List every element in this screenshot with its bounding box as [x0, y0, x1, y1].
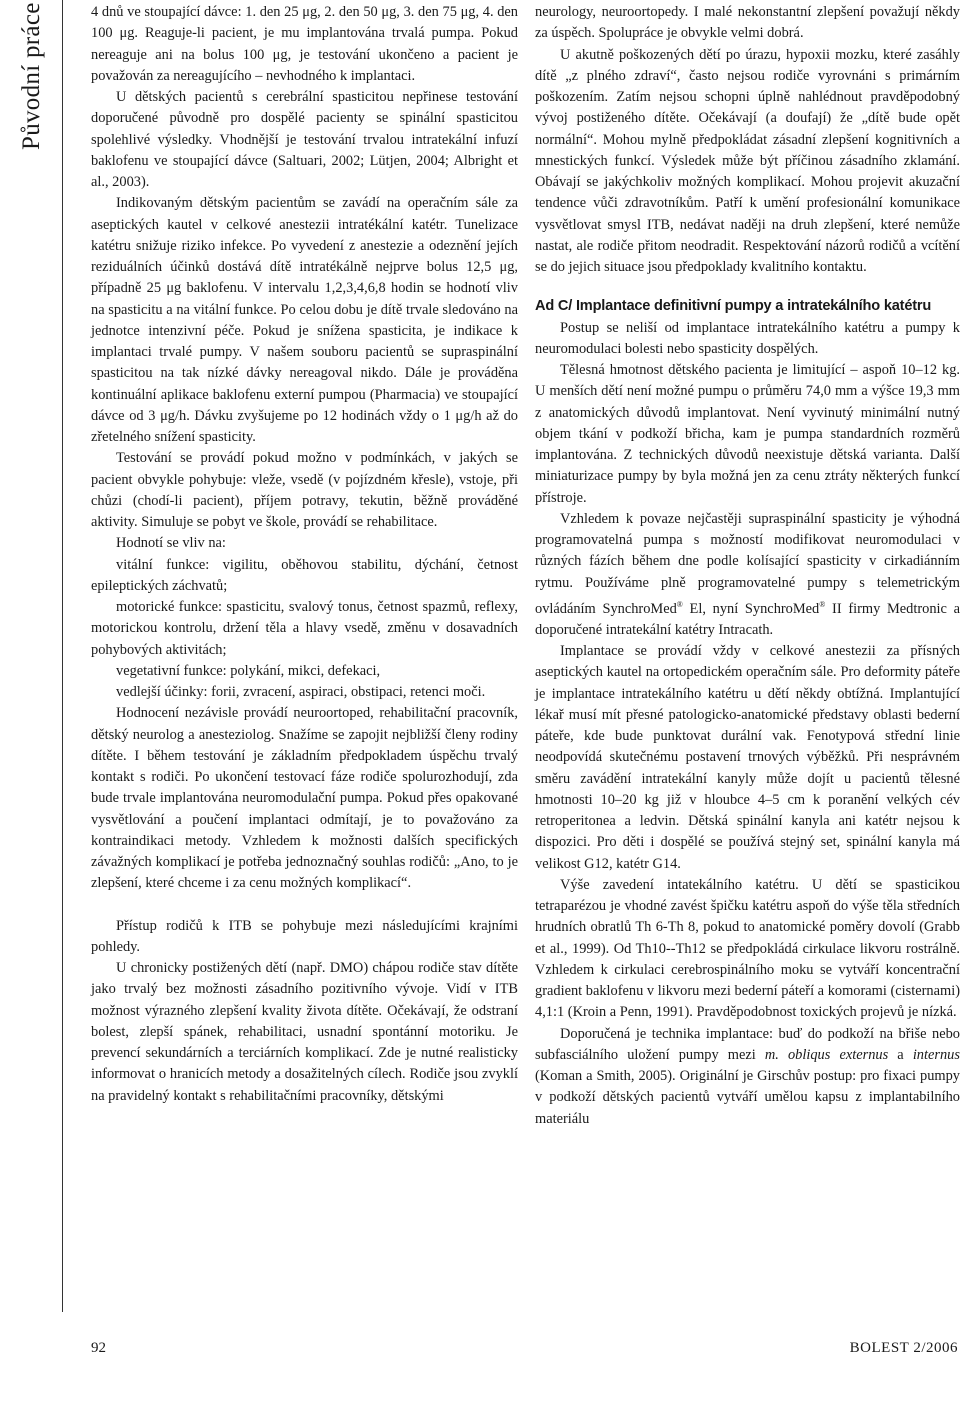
paragraph: [535, 1024, 960, 1130]
paragraph: Tělesná hmotnost dětského pacienta je limitující – aspoň 10–12 kg. U menších dětí není možné pumpu o průměru 74,0 mm a výšce 19,3 mm z anatomických důvodů implantovat. Není vyvinutý minimální nutný objem tkání v podkoží břicha, kam je pumpa standardních rozměrů implantována. Z technických důvodů neexistuje dětská varianta. Další miniaturizace pumpy by byla možná jen za cenu ztráty některých funkcí přístroje.: [535, 362, 960, 506]
paragraph: [535, 509, 960, 641]
journal-issue: BOLEST 2/2006: [849, 1340, 958, 1356]
paragraph: U chronicky postižených dětí (např. DMO) chápou rodiče stav dítěte jako trvalý bez možnosti zásadního pozitivního vývoje. Vidí v ITB možnost výrazného zlepšení kvality života dítěte. Očekávají, že odstraní bolest, zlepší spánek, rehabilitaci, usnadní spontánní motoriku. Je prevencí sekundárních a terciárních komplikací. Zde je nutné realisticky informovat o hranicích metody a dosažitelných cílech. Rodiče jsou zvyklí na pravidelný kontakt s rehabilitačními pracovníky, dětskými: [91, 960, 518, 1104]
paragraph: 4 dnů ve stoupající dávce: 1. den 25 μg, 2. den 50 μg, 3. den 75 μg, 4. den 100 μg. Reaguje-li pacient, je mu implantována trvalá pumpa. Pokud nereaguje ani na bolus 100 μg, je testování ukončeno a pacient je považován za nereagujícího – nevhodného k implantaci.: [91, 4, 518, 84]
left-column: [91, 2, 518, 1107]
section-heading: Ad C/ Implantace definitivní pumpy a intratekálního katétru: [535, 298, 932, 315]
right-column: [535, 2, 960, 1130]
text-run: El, nyní SynchroMed: [682, 600, 820, 617]
text-run: II firmy Medtronic a doporučené intratekální katétry Intracath.: [535, 600, 960, 638]
italic-term: internus: [912, 1046, 960, 1063]
paragraph: neurology, neuroortopedy. I malé nekonstantní zlepšení považují někdy za úspěch. Spolupráce je obvykle velmi dobrá.: [535, 4, 960, 42]
paragraph: Hodnocení nezávisle provádí neuroortoped, rehabilitační pracovník, dětský neurolog a anesteziolog. Snažíme se zapojit nejbližší členy rodiny dítěte. I během testování je základním předpokladem úspěchu trvalý kontakt s rodiči. Po ukončení testovací fáze rodiče spolurozhodují, zda bude trvale implantována neuromodulační pumpa. Pokud přes opakované vysvětlování a poučení implantaci odmítají, je to považováno za kontraindikaci metody. Vzhledem k možnosti dalších specifických závažných komplikací je potřeba jednoznačný souhlas rodičů: „Ano, to je zlepšení, které chceme i za cenu možných komplikací“.: [91, 705, 518, 892]
paragraph: U dětských pacientů s cerebrální spasticitou nepřinese testování doporučené původně pro dospělé pacienty se spinální spasticitou spolehlivé výsledky. Vhodnější je testování trvalou intratekální infuzí baklofenu ve stoupající dávce (Saltuari, 2002; Lütjen, 2004; Albright et al., 2003).: [91, 89, 518, 190]
section-tab: [0, 0, 62, 1318]
list-item: motorické funkce: spasticitu, svalový tonus, četnost spazmů, reflexy, motorickou kontrolu, držení těla a hlavy vsedě, změnu v dosavadních pohybových aktivitách;: [91, 599, 518, 658]
paragraph: Testování se provádí pokud možno v podmínkách, v jakých se pacient obvykle pohybuje: vleže, vsedě (v pojízdném křesle), vstoje, při chůzi (chodí-li pacient), příjem potravy, tekutin, běžně prováděné aktivity. Simuluje se pobyt ve škole, provádí se rehabilitace.: [91, 450, 518, 530]
page-number: 92: [91, 1340, 106, 1356]
registered-mark: ®: [819, 599, 826, 609]
paragraph: Přístup rodičů k ITB se pohybuje mezi následujícími krajními pohledy.: [91, 917, 518, 955]
paragraph: U akutně poškozených dětí po úrazu, hypoxii mozku, které zasáhly dítě „z plného zdraví“, často nejsou rodiče vyrovnáni s primárním poškozením. Zatím nejsou schopni úplně nahlédnout pravděpodobný vývoj postiženého dítěte. Očekávají (a doufají) že „dítě bude opět normální“. Mohou mylně předpokládat zásadní zlepšení kognitivních a mnestických funkcí. Výsledek může být příčinou zásadního zklamání. Obávají se jakýchkoliv možných komplikací. Mohou projevit akuzační tendence vůči zdravotníkům. Patří k umění profesionální komunikace vysvětlovat smysl ITB, nedávat naději na druh zlepšení, které nemůže nastat, ale rodiče přitom neodradit. Respektování názorů rodičů a vcítění se do jejich situace jsou předpoklady kvalitního kontaktu.: [535, 46, 960, 275]
paragraph: Indikovaným dětským pacientům se zavádí na operačním sále za aseptických kautel v celkové anestezii intratékální katétr. Tunelizace katétru snižuje riziko infekce. Po vyvedení z anestezie a odeznění jejích reziduálních účinků dostává dítě intratékálně nejprve bolus 12,5 μg, případně 25 μg baklofenu. V intervalu 1,2,3,4,6,8 hodin se hodnotí vliv na spasticitu a na vitální funkce. Po celou dobu je dítě trvale sledováno na jednotce intenzivní péče. Pokud je snížena spasticita, je indikace k implantaci trvalé pumpy. V našem souboru pacientů se supraspinální spasticitou na tak nízké dávky nereagoval nikdo. Dále je prováděna kontinuální aplikace baklofenu externí pumpou (Pharmacia) ve stoupající dávce od 3 μg/h. Dávku zvyšujeme po 12 hodinách vždy o 1 μg/h až do zřetelného snížení spasticity.: [91, 195, 518, 445]
paragraph: Výše zavedení intatekálního katétru. U dětí se spasticikou tetraparézou je vhodné zavést špičku katétru aspoň do výše těla středních hrudních obratlů Th 6-Th 8, pokud to anatomické poměry dovolí (Grabb et al., 1999). Od Th10--Th12 se předpokládá cirkulace likvoru rostrálně. Vzhledem k cirkulaci cerebrospinálního moku se vytváří koncentrační gradient baklofenu v likvoru mezi bederní páteří a komorami (cisternami) 4,1:1 (Kroin a Penn, 1991). Pravděpodobnost toxických projevů je nízká.: [535, 876, 960, 1021]
paragraph: Hodnotí se vliv na:: [116, 535, 226, 552]
section-label: Původní práce: [18, 2, 45, 150]
section-divider: [62, 0, 63, 1312]
text-run: a: [888, 1046, 913, 1063]
list-item: vitální funkce: vigilitu, oběhovou stabilitu, dýchání, četnost epileptických záchvatů;: [91, 556, 518, 594]
text-run: Doporučená je technika implantace: buď do podkoží na břiše nebo subfasciálního uložení pumpy mezi: [535, 1025, 960, 1063]
list-item: vedlejší účinky: forii, zvracení, aspiraci, obstipaci, retenci moči.: [116, 684, 486, 700]
list-item: vegetativní funkce: polykání, mikci, defekaci,: [116, 662, 381, 679]
text-run: Vzhledem k povaze nejčastěji supraspinální spasticity je výhodná programovatelná pumpa s možností modifikovat neuromodulaci v různých fázích během dne podle kolísající spasticity v cirkadiánním rytmu. Používáme plně programovatelné pumpy s telemetrickým ovládáním SynchroMed: [535, 510, 960, 617]
paragraph: Implantace se provádí vždy v celkové anestezii za přísných aseptických kautel na ortopedickém operačním sále. Pro deformity páteře je implantace intratekálního katétru u dětí někdy obtížná. Implantující lékař musí mít přesné patologicko-anatomické představy oblasti bederní páteře, kde bude punktovat durální vak. Fenotypová střední linie neodpovídá skutečnému postavení trnových výběžků. Při nesprávném směru zavádění intratekální kanyly může dojít u pacientů tělesné hmotnosti 10–20 kg již v hloubce 4–5 cm k poranění velkých cév retroperitonea a ledvin. Dětská spinální kanyla ani katétr nejsou k dispozici. Pro děti i dospělé se používá stejný set, spinální kanyla má velikost G12, katétr G14.: [535, 643, 960, 872]
paragraph: Postup se neliší od implantace intratekálního katétru a pumpy k neuromodulaci bolesti nebo spasticity dospělých.: [535, 319, 960, 357]
registered-mark: ®: [676, 599, 683, 609]
text-run: (Koman a Smith, 2005). Originální je Girschův postup: pro fixaci pumpy v podkoží dětských pacientů vytváří umělou kapsu z implantabilního materiálu: [535, 1068, 960, 1127]
italic-term: m. obliqus externus: [764, 1046, 889, 1063]
